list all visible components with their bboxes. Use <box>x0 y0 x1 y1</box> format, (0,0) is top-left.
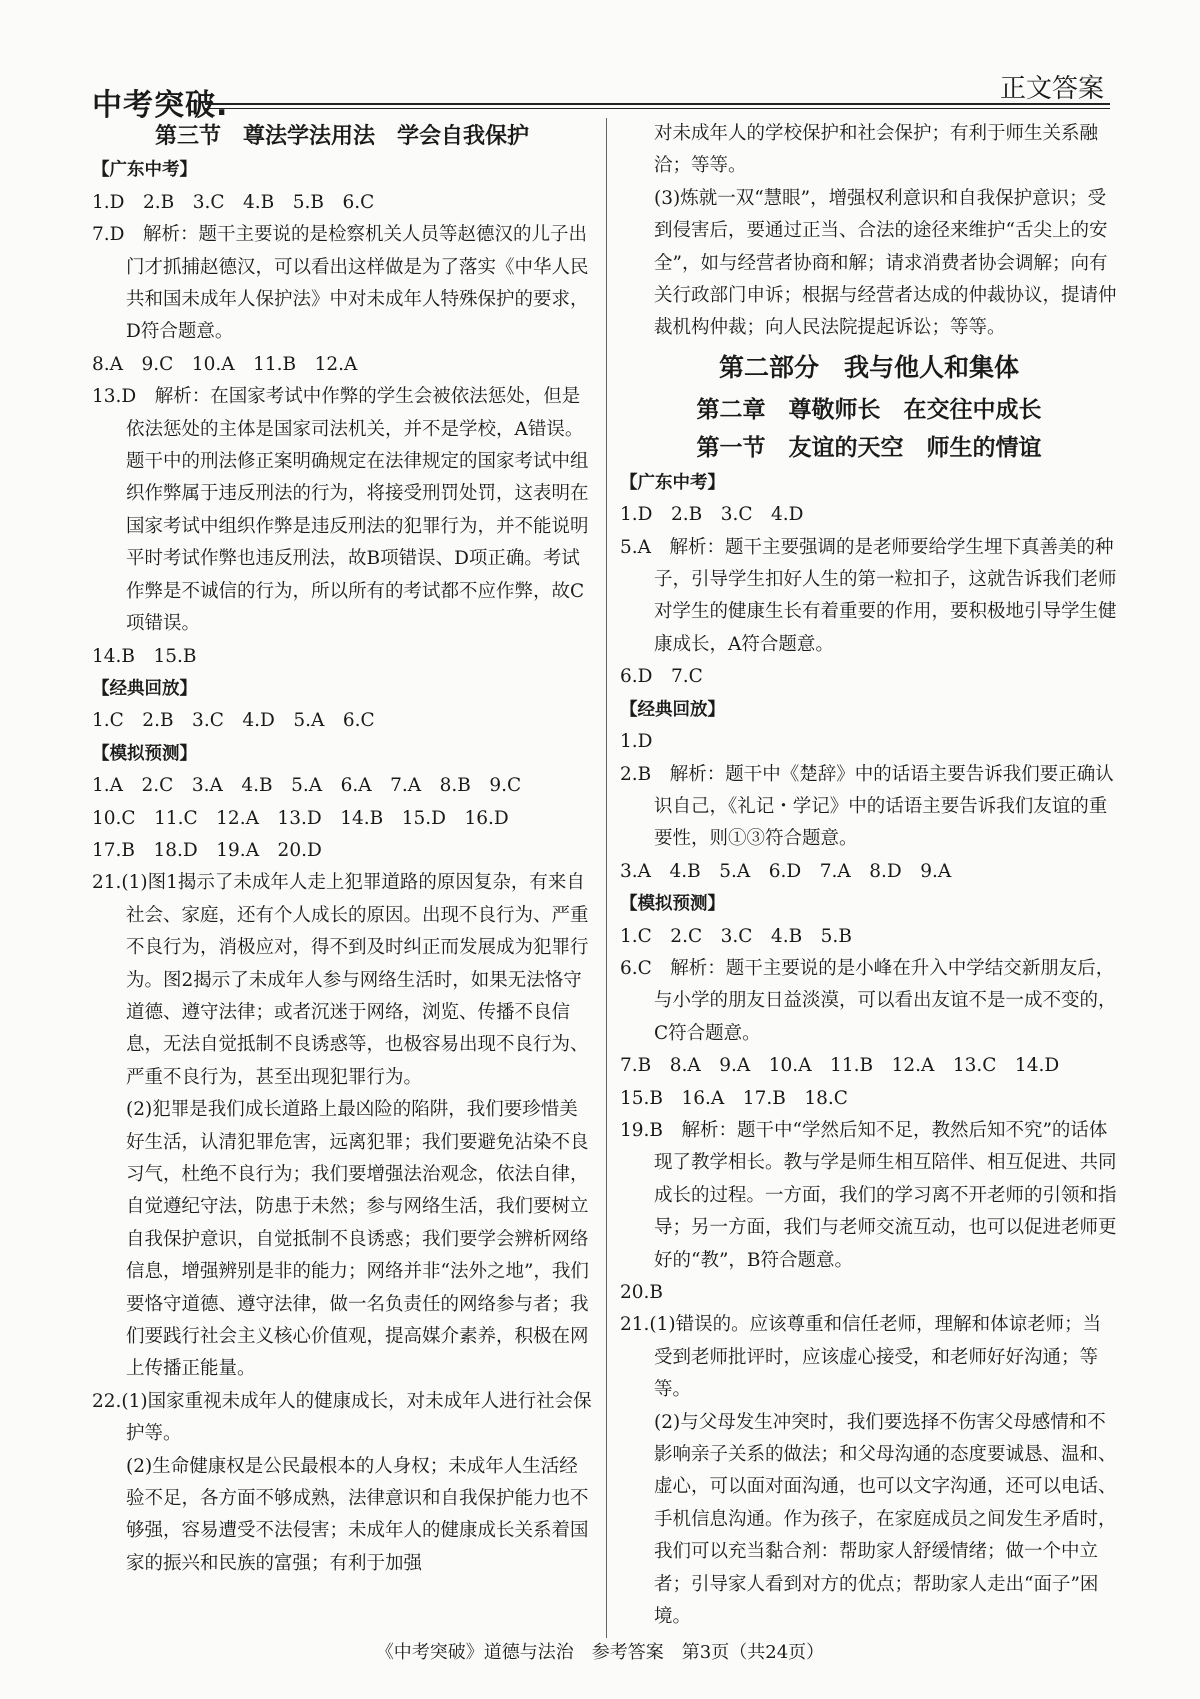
answer-line: 14.B 15.B <box>92 645 197 667</box>
answer-explanation: (2)生命健康权是公民最根本的人身权；未成年人生活经验不足，各方面不够成熟，法律意识和自我保护能力也不够强，容易遭受不法侵害；未成年人的健康成长关系着国家的振兴和民族的富强；有利于加强 <box>126 1455 589 1574</box>
answer-explanation: 13.D 解析：在国家考试中作弊的学生会被依法惩处，但是依法惩处的主体是国家司法机关，并不是学校，A错误。题干中的刑法修正案明确规定在法律规定的国家考试中组织作弊属于违反刑法的行为，将接受刑罚处罚，这表明在国家考试中组织作弊是违反刑法的犯罪行为，并不能说明平时考试作弊也违反刑法，故B项错误、D项正确。考试作弊是不诚信的行为，所以所有的考试都不应作弊，故C项错误。 <box>92 386 589 635</box>
section-tag-guangdong: 【广东中考】 <box>92 160 197 181</box>
answer-explanation: 7.D 解析：题干主要说的是检察机关人员等赵德汉的儿子出门才抓捕赵德汉，可以看出这样做是为了落实《中华人民共和国未成年人保护法》中对未成年人特殊保护的要求，D符合题意。 <box>92 224 589 343</box>
answer-line: 1.D <box>620 731 653 753</box>
section-title: 第一节 友谊的天空 师生的情谊 <box>696 433 1042 461</box>
answer-line: 1.C 2.C 3.C 4.B 5.B <box>620 925 852 947</box>
answer-explanation: 2.B 解析：题干中《楚辞》中的话语主要告诉我们要正确认识自己，《礼记・学记》中的话语主要告诉我们友谊的重要性，则①③符合题意。 <box>620 763 1114 850</box>
answer-line: 1.C 2.B 3.C 4.D 5.A 6.C <box>92 710 375 732</box>
answer-explanation: 6.C 解析：题干主要说的是小峰在升入中学结交新朋友后，与小学的朋友日益淡漠，可以看出友谊不是一成不变的，C符合题意。 <box>620 957 1117 1044</box>
answer-line: 6.D 7.C <box>620 666 703 688</box>
answer-continuation: (3)炼就一双“慧眼”，增强权利意识和自我保护意识；受到侵害后，要通过正当、合法的途径来维护“舌尖上的安全”，如与经营者协商和解；请求消费者协会调解；向有关行政部门申诉；根据与经营者达成的仲裁协议，提请仲裁机构仲裁；向人民法院提起诉讼；等等。 <box>654 187 1117 339</box>
answer-line: 1.D 2.B 3.C 4.B 5.B 6.C <box>92 191 375 213</box>
answer-explanation: 21.(1)图1揭示了未成年人走上犯罪道路的原因复杂，有来自社会、家庭，还有个人成长的原因。出现不良行为、严重不良行为，消极应对，得不到及时纠正而发展成为犯罪行为。图2揭示了未成年人参与网络生活时，如果无法恪守道德、遵守法律；或者沉迷于网络，浏览、传播不良信息，无法自觉抵制不良诱惑等，也极容易出现不良行为、严重不良行为，甚至出现犯罪行为。 <box>92 872 589 1088</box>
right-column <box>620 118 1118 1633</box>
header-rule-thin <box>205 108 1110 109</box>
section-title: 第三节 尊法学法用法 学会自我保护 <box>154 123 529 149</box>
answer-explanation: 19.B 解析：题干中“学然后知不足，教然后知不究”的话体现了教学相长。教与学是师生相互陪伴、相互促进、共同成长的过程。一方面，我们的学习离不开老师的引领和指导；另一方面，我们与老师交流互动，也可以促进老师更好的“教”，B符合题意。 <box>620 1119 1117 1271</box>
answer-line: 3.A 4.B 5.A 6.D 7.A 8.D 9.A <box>620 860 952 882</box>
answer-line: 1.D 2.B 3.C 4.D <box>620 504 804 526</box>
answer-line: 1.A 2.C 3.A 4.B 5.A 6.A 7.A 8.B 9.C <box>92 775 522 797</box>
doc-type-label: 正文答案 <box>999 74 1104 104</box>
answer-explanation: (2)与父母发生冲突时，我们要选择不伤害父母感情和不影响亲子关系的做法；和父母沟通的态度要诚恳、温和、虚心，可以面对面沟通，也可以文字沟通，还可以电话、手机信息沟通。作为孩子，在家庭成员之间发生矛盾时，我们可以充当黏合剂：帮助家人舒缓情绪；做一个中立者；引导家人看到对方的优点；帮助家人走出“面子”困境。 <box>654 1411 1117 1628</box>
section-tag-classic: 【经典回放】 <box>92 678 197 699</box>
section-tag-mock: 【模拟预测】 <box>92 743 197 764</box>
answer-line: 15.B 16.A 17.B 18.C <box>620 1087 848 1109</box>
answer-explanation: (2)犯罪是我们成长道路上最凶险的陷阱，我们要珍惜美好生活，认清犯罪危害，远离犯罪；我们要避免沾染不良习气，杜绝不良行为；我们要增强法治观念，依法自律，自觉遵纪守法，防患于未然；参与网络生活，我们要树立自我保护意识，自觉抵制不良诱惑；我们要学会辨析网络信息，增强辨别是非的能力；网络并非“法外之地”，我们要恪守道德、遵守法律，做一名负责任的网络参与者；我们要践行社会主义核心价值观，提高媒介素养，积极在网上传播正能量。 <box>126 1099 589 1380</box>
page-header <box>0 0 1200 123</box>
answer-continuation: 对未成年人的学校保护和社会保护；有利于师生关系融洽；等等。 <box>654 123 1099 177</box>
answer-line: 8.A 9.C 10.A 11.B 12.A <box>92 353 358 375</box>
answer-line: 17.B 18.D 19.A 20.D <box>92 839 322 861</box>
brand-logo-text: 中考突破. <box>92 88 229 123</box>
page-footer: 《中考突破》道德与法治 参考答案 第3页（共24页） <box>375 1642 825 1663</box>
chapter-title: 第二章 尊敬师长 在交往中成长 <box>696 395 1042 423</box>
header-rule <box>205 103 1110 105</box>
section-tag-classic: 【经典回放】 <box>620 699 725 720</box>
answer-line: 7.B 8.A 9.A 10.A 11.B 12.A 13.C 14.D <box>620 1055 1060 1077</box>
answer-explanation: 21.(1)错误的。应该尊重和信任老师，理解和体谅老师；当受到老师批评时，应该虚心接受，和老师好好沟通；等等。 <box>620 1314 1102 1401</box>
column-divider <box>606 118 607 1638</box>
section-tag-guangdong: 【广东中考】 <box>620 472 725 493</box>
answer-explanation: 22.(1)国家重视未成年人的健康成长，对未成年人进行社会保护等。 <box>92 1390 592 1445</box>
section-tag-mock: 【模拟预测】 <box>620 894 725 915</box>
part-title: 第二部分 我与他人和集体 <box>718 352 1019 382</box>
left-column <box>92 118 592 1580</box>
answer-line: 10.C 11.C 12.A 13.D 14.B 15.D 16.D <box>92 807 509 829</box>
answer-line: 20.B <box>620 1282 664 1303</box>
answer-explanation: 5.A 解析：题干主要强调的是老师要给学生埋下真善美的种子，引导学生扣好人生的第一粒扣子，这就告诉我们老师对学生的健康生长有着重要的作用，要积极地引导学生健康成长，A符合题意。 <box>620 536 1117 655</box>
